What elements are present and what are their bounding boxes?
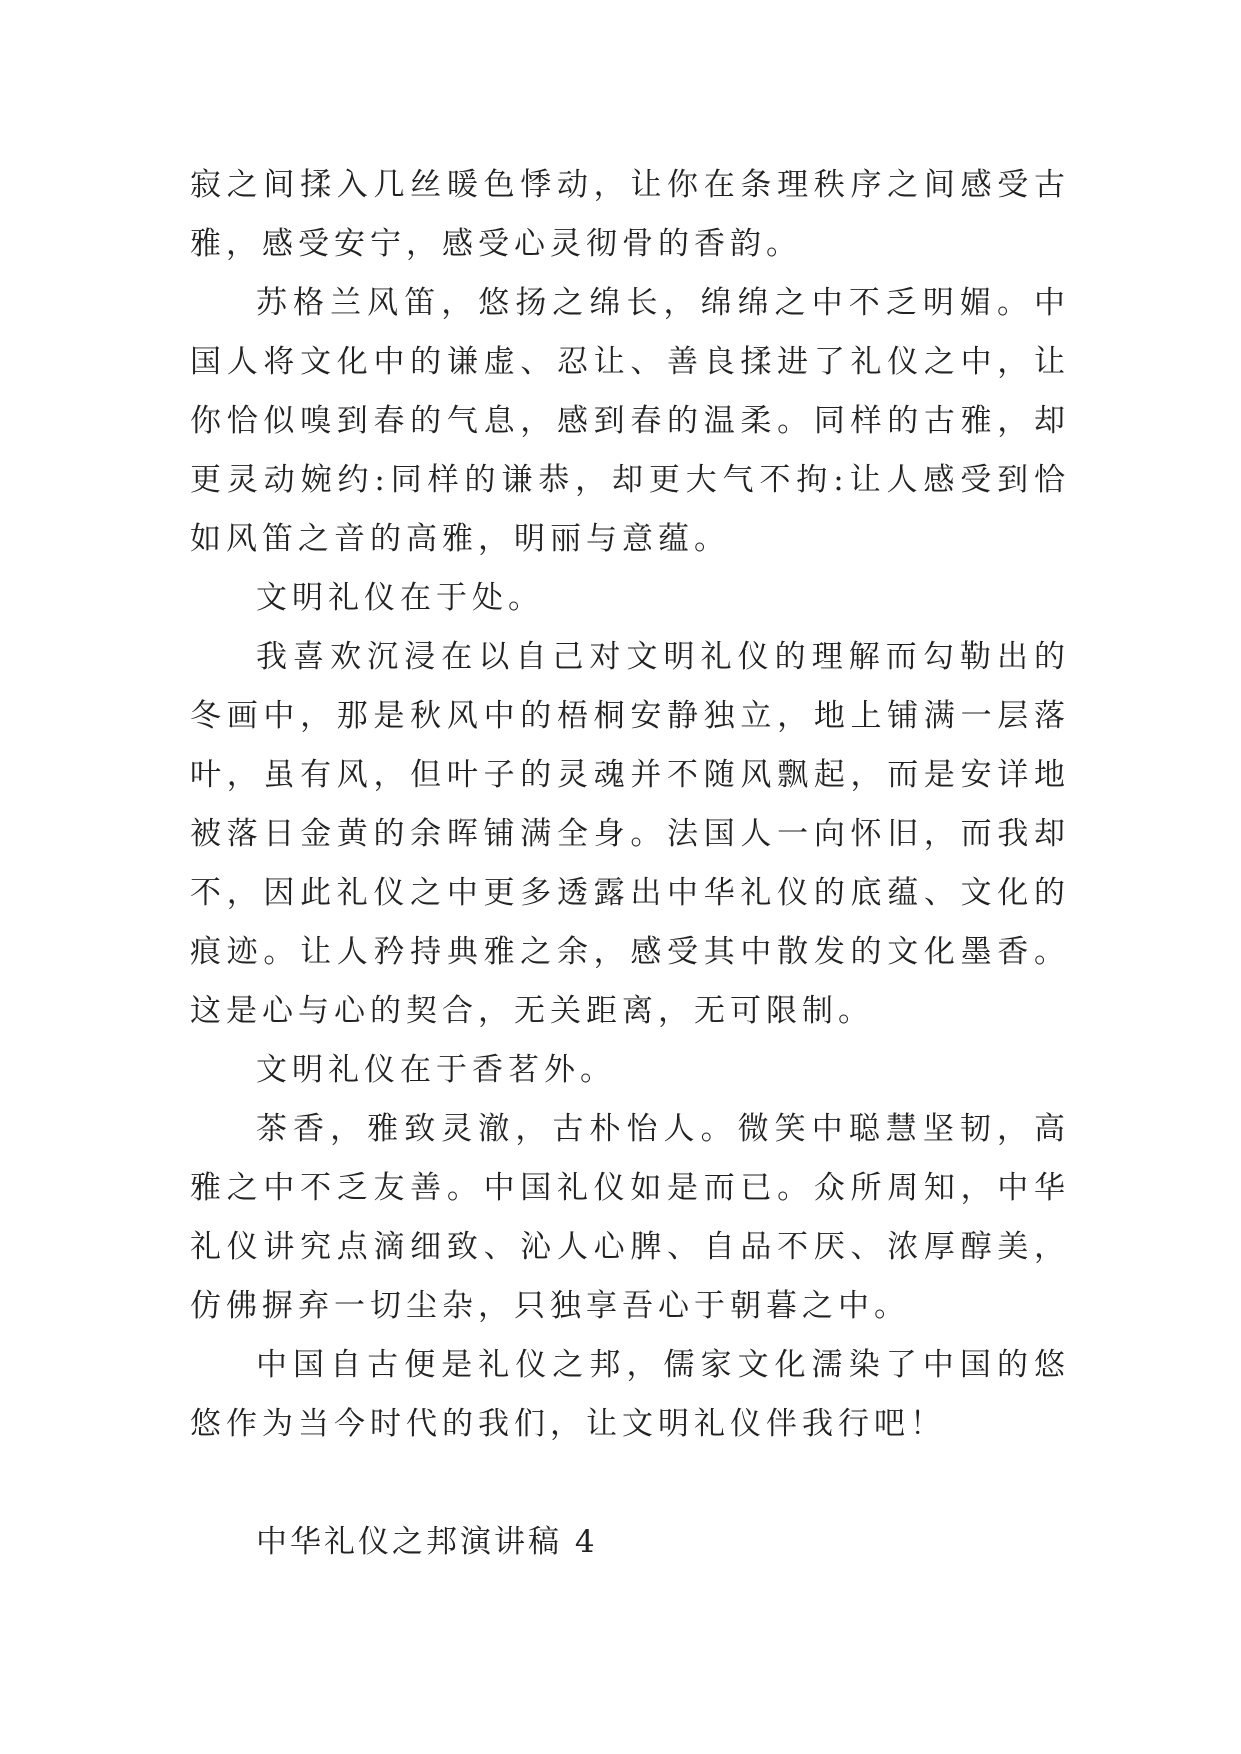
paragraph-5: 文明礼仪在于香茗外。	[256, 1052, 616, 1088]
paragraph-3: 文明礼仪在于处。	[256, 580, 544, 616]
paragraph-1: 寂之间揉入几丝暖色悸动，让你在条理秩序之间感受古雅，感受安宁，感受心灵彻骨的香韵。	[190, 167, 1070, 262]
paragraph-4: 我喜欢沉浸在以自己对文明礼仪的理解而勾勒出的冬画中，那是秋风中的梧桐安静独立，地上铺满一层落叶，虽有风，但叶子的灵魂并不随风飘起，而是安详地被落日金黄的余晖铺满全身。法国人一向怀旧，而我却不，因此礼仪之中更多透露出中华礼仪的底蕴、文化的痕迹。让人矜持典雅之余，感受其中散发的文化墨香。这是心与心的契合，无关距离，无可限制。	[190, 639, 1070, 1029]
paragraph-6: 茶香，雅致灵澈，古朴怡人。微笑中聪慧坚韧，高雅之中不乏友善。中国礼仪如是而已。众所周知，中华礼仪讲究点滴细致、沁人心脾、自品不厌、浓厚醇美，仿佛摒弃一切尘杂，只独享吾心于朝暮之中。	[190, 1111, 1070, 1324]
paragraph-2: 苏格兰风笛，悠扬之绵长，绵绵之中不乏明媚。中国人将文化中的谦虚、忍让、善良揉进了礼仪之中，让你恰似嗅到春的气息，感到春的温柔。同样的古雅，却更灵动婉约:同样的谦恭，却更大气不拘:让人感受到恰如风笛之音的高雅，明丽与意蕴。	[190, 285, 1070, 557]
section-title: 中华礼仪之邦演讲稿 4	[256, 1524, 598, 1560]
document-body	[190, 156, 1070, 1572]
paragraph-7: 中国自古便是礼仪之邦，儒家文化濡染了中国的悠悠作为当今时代的我们，让文明礼仪伴我行吧！	[190, 1347, 1070, 1442]
